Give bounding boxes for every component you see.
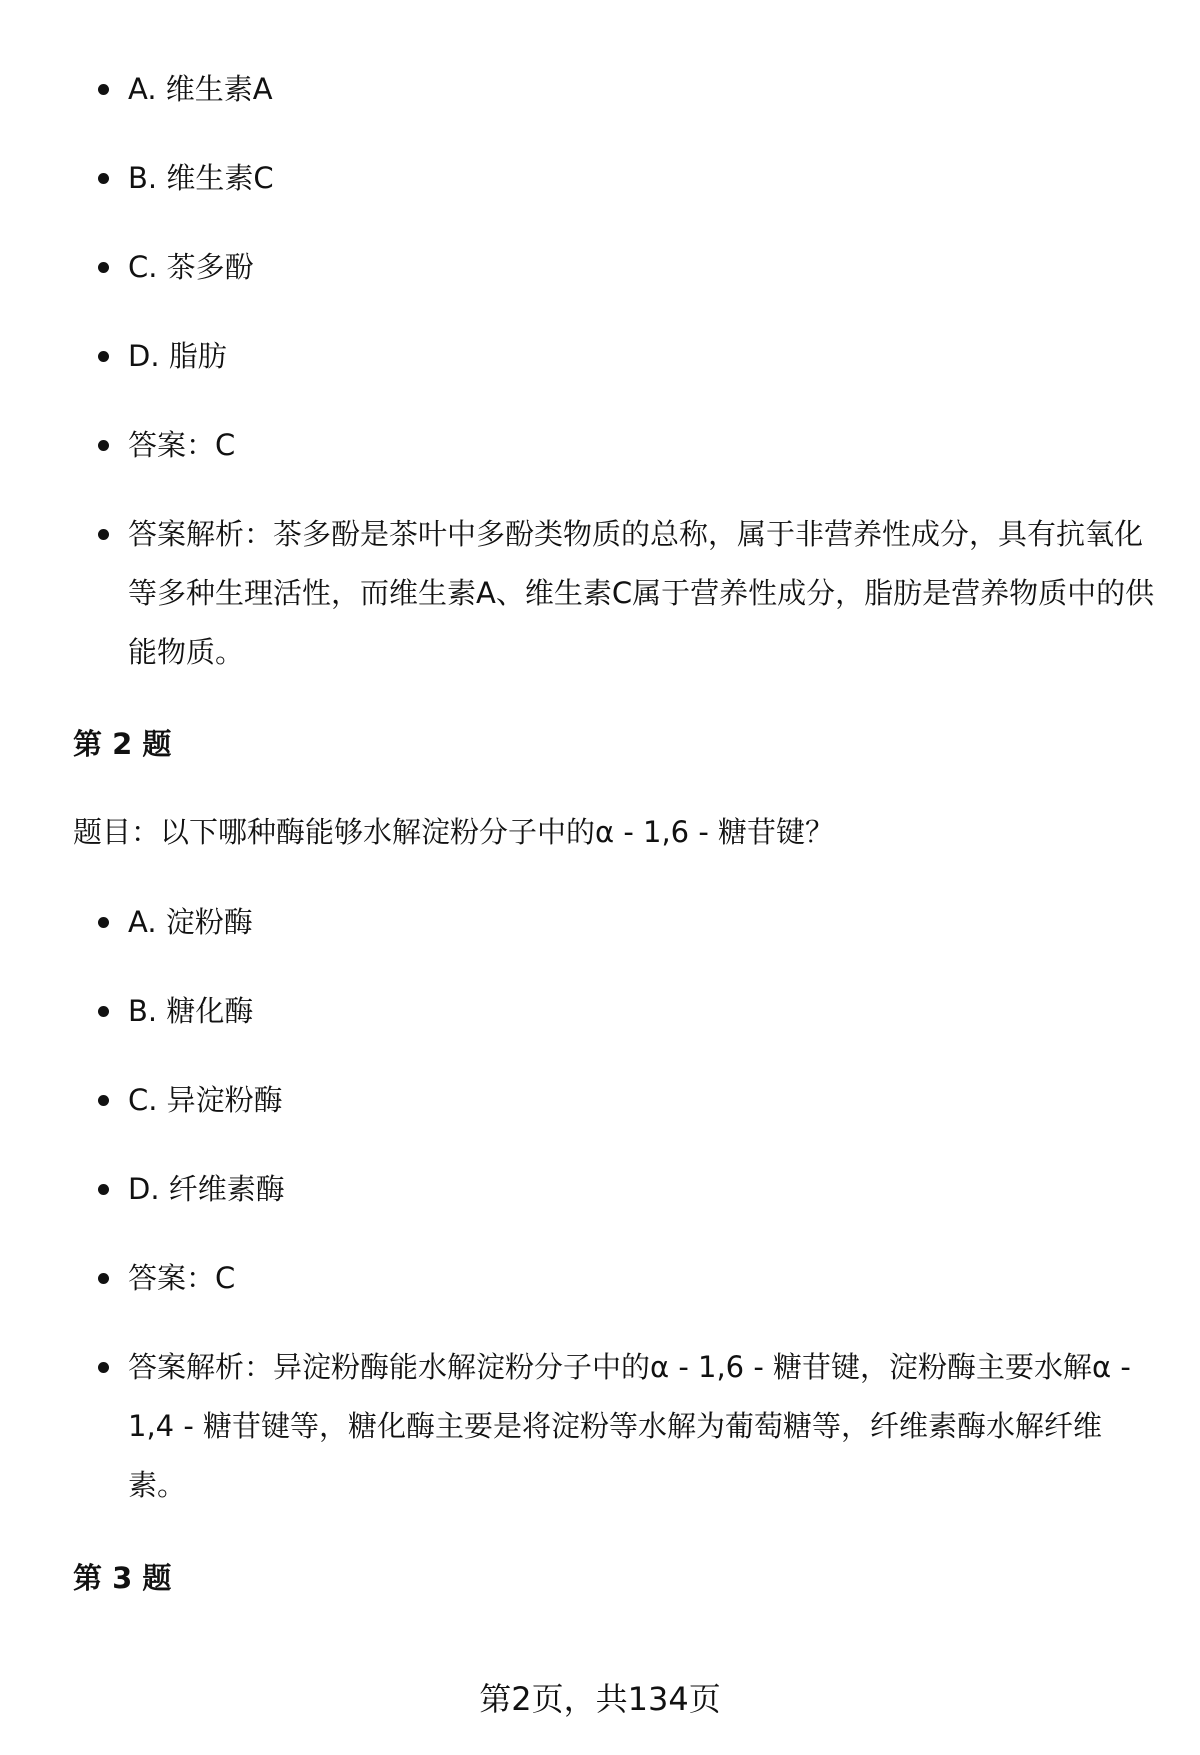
q1-list — [0, 60, 1200, 712]
option-a: A. 淀粉酶 — [128, 905, 253, 939]
page-indicator: 第2页，共134页 — [479, 1680, 721, 1718]
option-b: B. 糖化酶 — [128, 994, 254, 1028]
list-item — [0, 1160, 1200, 1219]
list-item — [0, 1338, 1200, 1515]
question-heading: 第 3 题 — [73, 1561, 172, 1595]
bullet-icon — [98, 84, 109, 95]
list-item — [0, 416, 1200, 475]
option-d: D. 纤维素酶 — [128, 1172, 285, 1206]
bullet-icon — [98, 1362, 109, 1373]
question-heading: 第 2 题 — [73, 727, 172, 761]
list-item — [0, 1071, 1200, 1130]
bullet-icon — [98, 351, 109, 362]
option-c: C. 茶多酚 — [128, 250, 254, 284]
answer-text: 答案：C — [128, 1261, 236, 1295]
list-item — [0, 238, 1200, 297]
answer-text: 答案：C — [128, 428, 236, 462]
option-c: C. 异淀粉酶 — [128, 1083, 283, 1117]
bullet-icon — [98, 1184, 109, 1195]
list-item — [0, 1249, 1200, 1308]
bullet-icon — [98, 1273, 109, 1284]
bullet-icon — [98, 173, 109, 184]
list-item — [0, 893, 1200, 952]
bullet-icon — [98, 440, 109, 451]
question-text: 题目：以下哪种酶能够水解淀粉分子中的α - 1,6 - 糖苷键？ — [73, 815, 835, 849]
list-item — [0, 149, 1200, 208]
bullet-icon — [98, 529, 109, 540]
bullet-icon — [98, 917, 109, 928]
option-a: A. 维生素A — [128, 72, 273, 106]
bullet-icon — [98, 1006, 109, 1017]
bullet-icon — [98, 1095, 109, 1106]
list-item — [0, 982, 1200, 1041]
list-item — [0, 60, 1200, 119]
list-item — [0, 327, 1200, 386]
bullet-icon — [98, 262, 109, 273]
option-b: B. 维生素C — [128, 161, 274, 195]
analysis-text: 答案解析：异淀粉酶能水解淀粉分子中的α - 1,6 - 糖苷键，淀粉酶主要水解α - 1,4 - 糖苷键等，糖化酶主要是将淀粉等水解为葡萄糖等，纤维素酶水解纤维素。 — [128, 1350, 1131, 1502]
analysis-text: 答案解析：茶多酚是茶叶中多酚类物质的总称，属于非营养性成分，具有抗氧化等多种生理活性，而维生素A、维生素C属于营养性成分，脂肪是营养物质中的供能物质。 — [128, 517, 1155, 669]
list-item — [0, 505, 1200, 682]
option-d: D. 脂肪 — [128, 339, 227, 373]
q2-list — [0, 893, 1200, 1545]
